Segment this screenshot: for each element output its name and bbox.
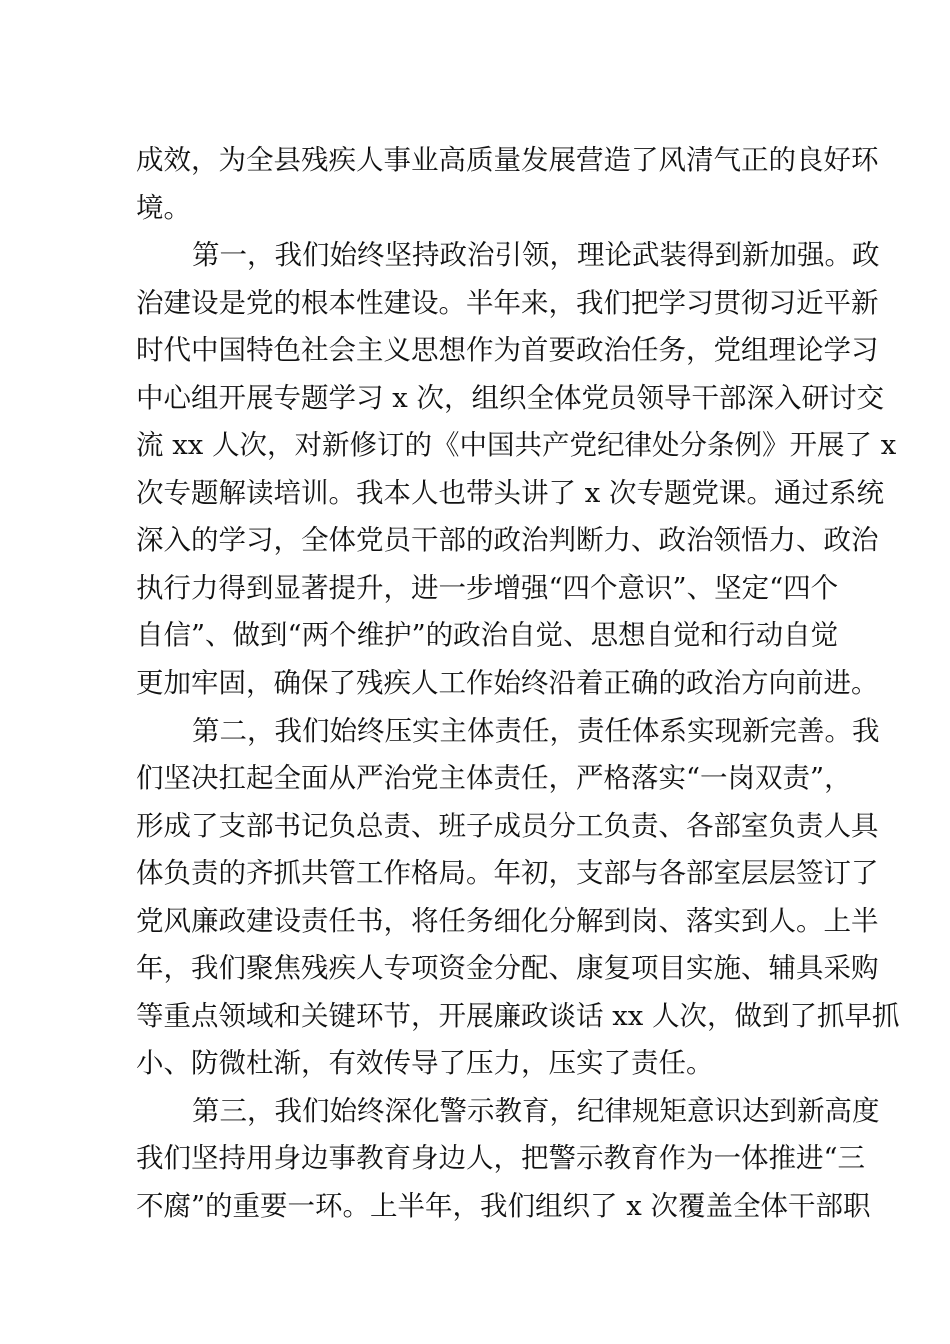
paragraph-line: 形成了支部书记负总责、班子成员分工负责、各部室负责人具 [136,810,879,842]
paragraph-line: 成效，为全县残疾人事业高质量发展营造了风清气正的良好环 [136,144,879,176]
paragraph-line: 体负责的齐抓共管工作格局。年初，支部与各部室层层签订了 [136,857,879,889]
paragraph-line: 不腐”的重要一环。上半年，我们组织了 x 次覆盖全体干部职 [136,1190,871,1222]
paragraph-line: 境。 [136,192,191,224]
paragraph-line: 更加牢固，确保了残疾人工作始终沿着正确的政治方向前进。 [136,667,879,699]
paragraph-line: 次专题解读培训。我本人也带头讲了 x 次专题党课。通过系统 [136,477,884,509]
paragraph-line: 第三，我们始终深化警示教育，纪律规矩意识达到新高度 [192,1095,880,1127]
paragraph-line: 年，我们聚焦残疾人专项资金分配、康复项目实施、辅具采购 [136,952,879,984]
paragraph-line: 时代中国特色社会主义思想作为首要政治任务，党组理论学习 [136,334,879,366]
paragraph-line: 我们坚持用身边事教育身边人，把警示教育作为一体推进“三 [136,1142,866,1174]
paragraph-line: 等重点领域和关键环节，开展廉政谈话 xx 人次，做到了抓早抓 [136,1000,900,1032]
paragraph-line: 们坚决扛起全面从严治党主体责任，严格落实“一岗双责”， [136,762,852,794]
paragraph-line: 第二，我们始终压实主体责任，责任体系实现新完善。我 [192,715,880,747]
paragraph-line: 党风廉政建设责任书，将任务细化分解到岗、落实到人。上半 [136,905,879,937]
paragraph-line: 第一，我们始终坚持政治引领，理论武装得到新加强。政 [192,239,880,271]
paragraph-line: 中心组开展专题学习 x 次，组织全体党员领导干部深入研讨交 [136,382,884,414]
paragraph-line: 深入的学习，全体党员干部的政治判断力、政治领悟力、政治 [136,524,879,556]
paragraph-line: 小、防微杜渐，有效传导了压力，压实了责任。 [136,1047,714,1079]
paragraph-line: 流 xx 人次，对新修订的《中国共产党纪律处分条例》开展了 x [136,429,897,461]
paragraph-line: 自信”、做到“两个维护”的政治自觉、思想自觉和行动自觉 [136,619,839,651]
paragraph-line: 执行力得到显著提升，进一步增强“四个意识”、坚定“四个 [136,572,839,604]
paragraph-line: 治建设是党的根本性建设。半年来，我们把学习贯彻习近平新 [136,287,879,319]
